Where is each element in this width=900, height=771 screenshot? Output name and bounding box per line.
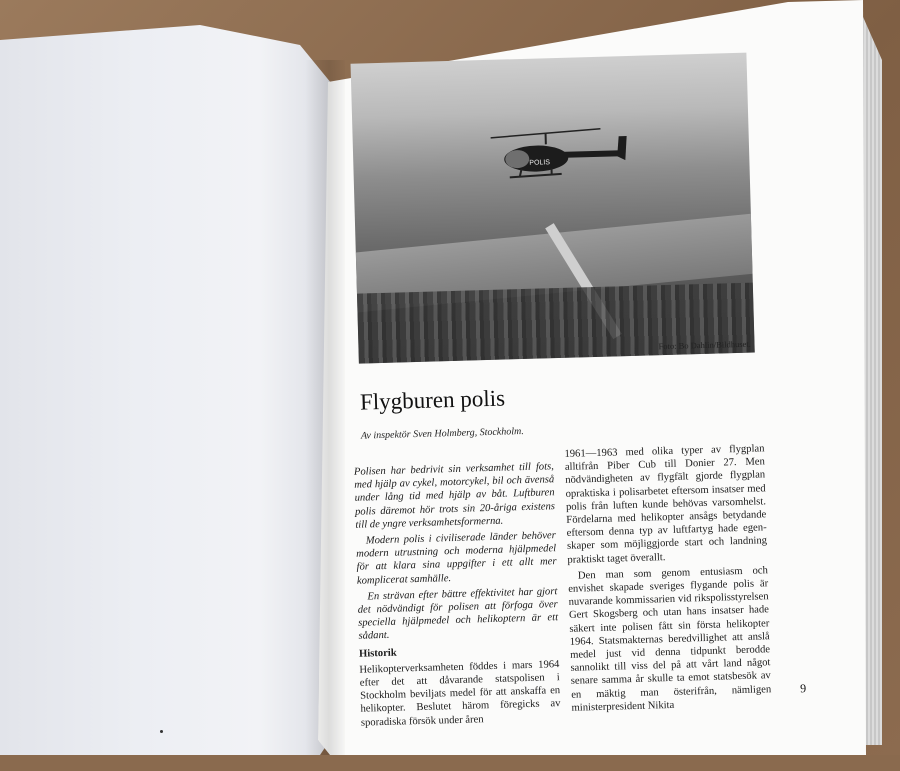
body-paragraph: Helikopterverksamheten föddes i mars 1964 efter det att dåvarande statspolisen i Stockholm beviljats medel för att anskaffa en helikopter. Beslutet härom föregicks av sporadiska försök under åren (359, 658, 561, 730)
article-byline: Av inspektör Sven Holmberg, Stockholm. (361, 426, 524, 442)
article-title: Flygburen polis (360, 386, 506, 416)
right-column (564, 442, 771, 718)
intro-paragraph: Polisen har bedrivit sin verksamhet till fots, med hjälp av cykel, motorcykel, bil och ävenså under lång tid med hjälp av båt. Luftburen polis däremot hör trots sin 20-åriga existens till de yngre verksamhetsformerna. (354, 460, 556, 532)
page-number: 9 (800, 681, 806, 696)
helicopter-icon (480, 126, 642, 190)
photo-city (357, 283, 755, 364)
section-heading: Historik (359, 642, 559, 661)
intro-paragraph: En strävan efter bättre effektivitet har gjort det nödvändigt för polisen att förfoga över speciella hjälpmedel och helikoptern är ett sådant. (357, 585, 558, 643)
body-paragraph: 1961—1963 med olika typer av flygplan alltifrån Piber Cub till Donier 27. Men nödvändigheten av flygfält gjorde flygplan opraktiska i polisarbetet eftersom insatser med polis från luften kunde behövas varsomhelst. Fördelarna med helikopter ansågs betydande eftersom denna typ av luftfartyg hade egenskaper som möjliggjorde start och landning praktiskt taget överallt. (564, 442, 767, 566)
article-intro (354, 460, 559, 643)
body-paragraph: Den man som genom entusiasm och envishet skapade sveriges flygande polis är nuvarande kommissarien vid rikspolisstyrelsen Gert Skogsberg och utan hans insatser hade säkert inte polisen fått sin första helikopter 1964. Statsmakternas beredvillighet att anslå medel just vid denna tidpunkt berodde sannolikt till viss del på att vårt land något senare samma år skulle ta emot statsbesök av en mäktig man österifrån, nämligen ministerpresident Nikita (568, 564, 772, 715)
left-column (354, 460, 561, 732)
aerial-photo (351, 53, 755, 364)
helicopter-marking: POLIS (529, 159, 550, 167)
photo-credit: Foto: Bo Dahlin/Bildhuset. (658, 339, 751, 352)
intro-paragraph: Modern polis i civiliserade länder behöver modern utrustning och moderna hjälpmedel för att klara sina uppgifter i ett allt mer komplicerat samhälle. (356, 529, 557, 587)
